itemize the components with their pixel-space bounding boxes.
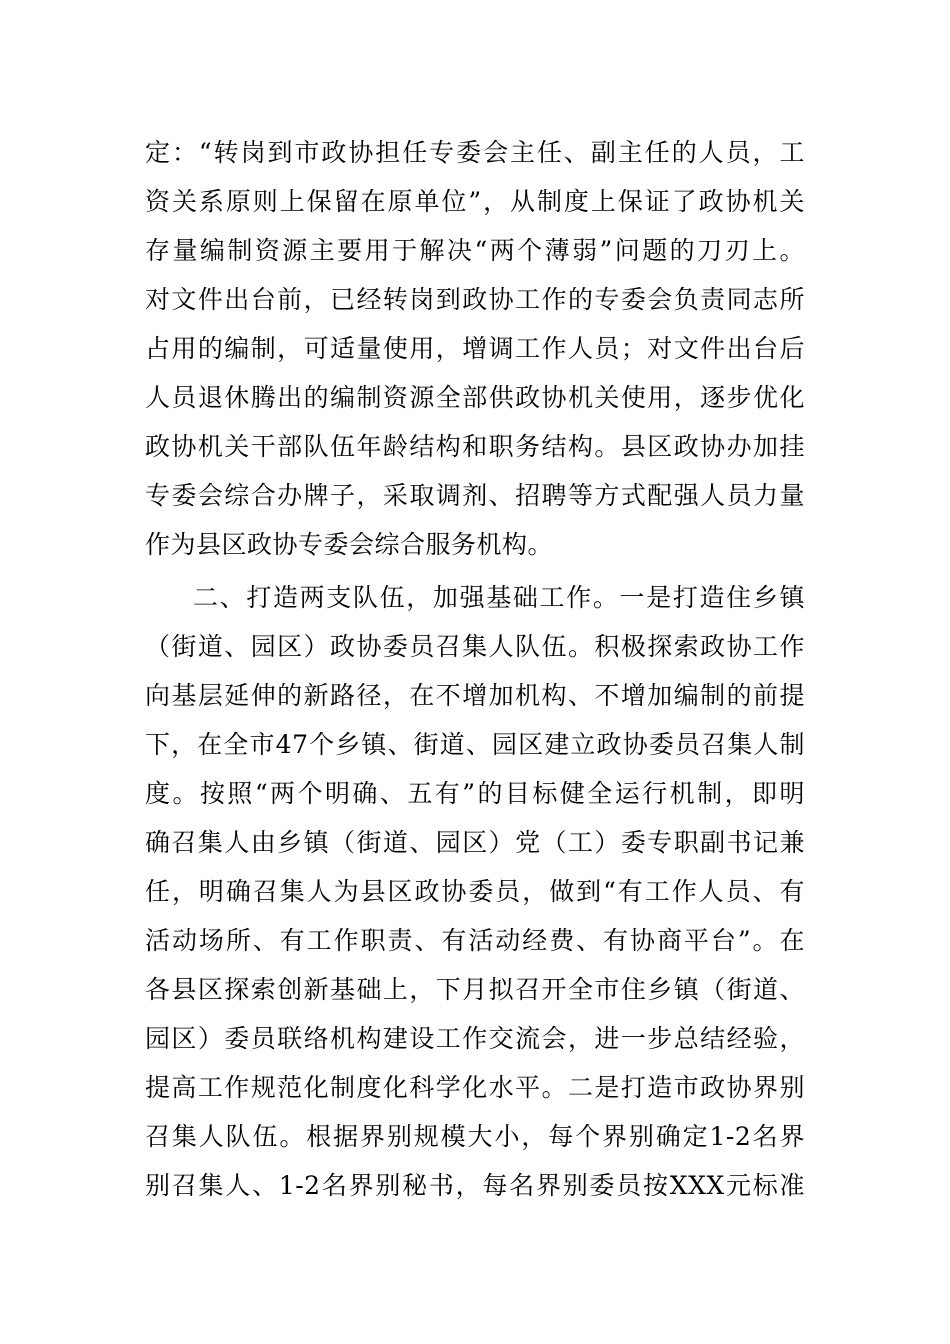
text-line: 对文件出台前，已经转岗到政协工作的专委会负责同志所 [145, 285, 805, 314]
text-line: 度。按照“两个明确、五有”的目标健全运行机制，即明 [145, 779, 805, 808]
text-line: 存量编制资源主要用于解决“两个薄弱”问题的刀刃上。 [145, 236, 805, 265]
text-line: 作为县区政协专委会综合服务机构。 [145, 530, 554, 559]
text-line: 占用的编制，可适量使用，增调工作人员；对文件出台后 [145, 334, 805, 363]
text-line: 提高工作规范化制度化科学化水平。二是打造市政协界别 [145, 1073, 805, 1102]
text-line: 确召集人由乡镇（街道、园区）党（工）委专职副书记兼 [145, 828, 805, 857]
text-line: 二、打造两支队伍，加强基础工作。一是打造住乡镇 [193, 583, 805, 612]
text-line: 政协机关干部队伍年龄结构和职务结构。县区政协办加挂 [145, 432, 805, 461]
text-line: 专委会综合办牌子，采取调剂、招聘等方式配强人员力量 [145, 481, 805, 510]
text-line: 召集人队伍。根据界别规模大小，每个界别确定1-2名界 [145, 1122, 805, 1151]
text-line: 别召集人、1-2名界别秘书，每名界别委员按XXX元标准 [145, 1171, 805, 1200]
text-line: 任，明确召集人为县区政协委员，做到“有工作人员、有 [145, 877, 805, 906]
text-line: 下，在全市47个乡镇、街道、园区建立政协委员召集人制 [145, 730, 805, 759]
text-line: 定：“转岗到市政协担任专委会主任、副主任的人员，工 [145, 138, 805, 167]
text-line: 资关系原则上保留在原单位”，从制度上保证了政协机关 [145, 187, 805, 216]
text-line: 人员退休腾出的编制资源全部供政协机关使用，逐步优化 [145, 383, 805, 412]
text-line: 各县区探索创新基础上，下月拟召开全市住乡镇（街道、 [145, 975, 805, 1004]
text-line: 园区）委员联络机构建设工作交流会，进一步总结经验， [145, 1024, 805, 1053]
text-line: （街道、园区）政协委员召集人队伍。积极探索政协工作 [145, 632, 805, 661]
text-line: 活动场所、有工作职责、有活动经费、有协商平台”。在 [145, 926, 805, 955]
text-line: 向基层延伸的新路径，在不增加机构、不增加编制的前提 [145, 681, 805, 710]
